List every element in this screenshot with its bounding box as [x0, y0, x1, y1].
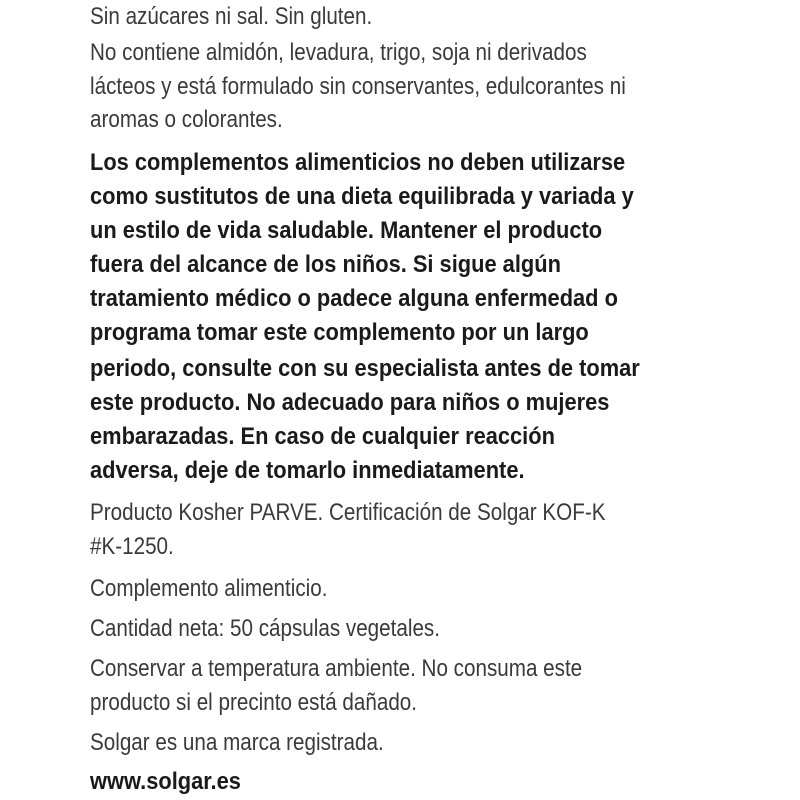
warning-line: adversa, deje de tomarlo inmediatamente.: [90, 457, 525, 484]
kosher-certification-line: Producto Kosher PARVE. Certificación de Solgar KOF-K: [90, 499, 606, 526]
storage-line: Conservar a temperatura ambiente. No consuma este: [90, 655, 583, 682]
kosher-certification-line: #K-1250.: [90, 533, 174, 560]
ingredients-line: lácteos y está formulado sin conservantes, edulcorantes ni: [90, 73, 626, 100]
warning-line: fuera del alcance de los niños. Si sigue algún: [90, 251, 561, 278]
ingredients-line: Sin azúcares ni sal. Sin gluten.: [90, 3, 373, 30]
warning-line: como sustitutos de una dieta equilibrada y variada y: [90, 183, 634, 210]
warning-line: este producto. No adecuado para niños o mujeres: [90, 389, 610, 416]
warning-line: tratamiento médico o padece alguna enfermedad o: [90, 285, 618, 312]
ingredients-line: No contiene almidón, levadura, trigo, soja ni derivados: [90, 39, 587, 66]
net-quantity-line: Cantidad neta: 50 cápsulas vegetales.: [90, 615, 440, 642]
storage-line: producto si el precinto está dañado.: [90, 689, 418, 716]
warning-line: embarazadas. En caso de cualquier reacción: [90, 423, 555, 450]
website-link: www.solgar.es: [90, 768, 241, 795]
trademark-line: Solgar es una marca registrada.: [90, 729, 384, 756]
warning-line: programa tomar este complemento por un largo: [90, 319, 589, 346]
warning-line: Los complementos alimenticios no deben utilizarse: [90, 149, 626, 176]
warning-line: un estilo de vida saludable. Mantener el producto: [90, 217, 603, 244]
ingredients-line: aromas o colorantes.: [90, 106, 283, 133]
warning-line: periodo, consulte con su especialista antes de tomar: [90, 355, 640, 382]
product-type-line: Complemento alimenticio.: [90, 575, 328, 602]
